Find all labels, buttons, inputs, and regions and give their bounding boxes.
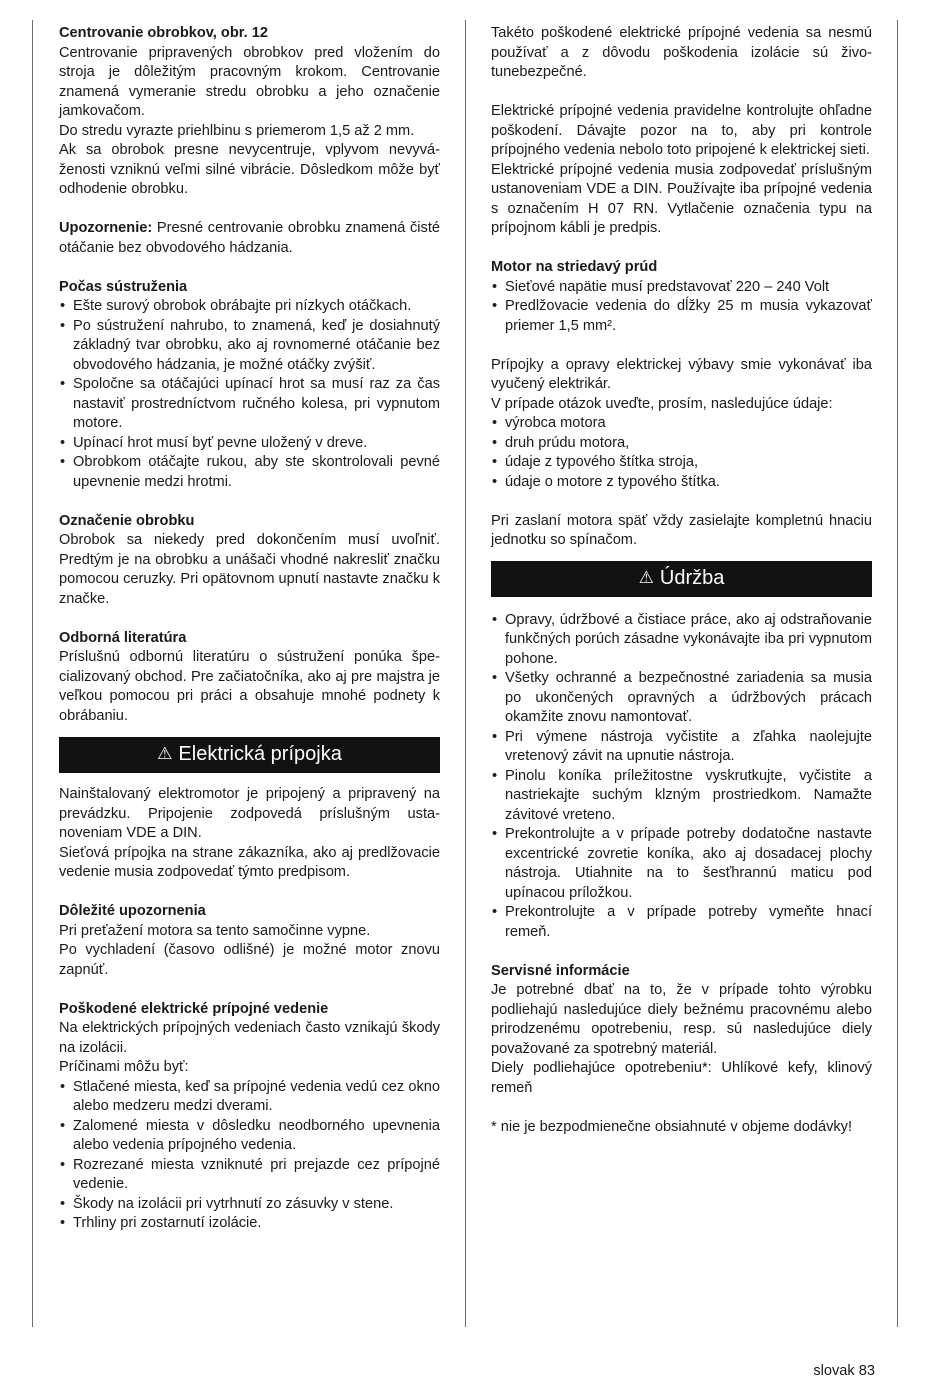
centering-note bbox=[59, 219, 440, 258]
list-item: • Pri výmene nástroja vyčistite a zľahka naolejujte vretenový závit na upnutie nástroja. bbox=[491, 728, 872, 767]
repairs-text: Prípojky a opravy elektrickej výbavy smie vykonávať iba vyučený elektrikár. bbox=[491, 356, 872, 392]
list-item: • Spoločne sa otáčajúci upínací hrot sa musí raz za čas nastaviť prostredníctvom ručného kolesa, pri vypnutom motore. bbox=[59, 375, 440, 434]
maintenance-list bbox=[491, 611, 872, 943]
list-item: • Obrobkom otáčajte rukou, aby ste skontrolovali pevné upevnenie medzi hrotmi. bbox=[59, 453, 440, 492]
damaged-heading: Poškodené elektrické prípojné vedenie bbox=[59, 1000, 329, 1017]
warning-triangle-icon: ⚠ bbox=[157, 744, 173, 764]
right-margin-rule bbox=[897, 20, 898, 1327]
repairs-text: V prípade otázok uveďte, prosím, nasledujúce údaje: bbox=[491, 395, 833, 412]
list-item: • Rozrezané miesta vzniknuté pri prejazde cez prípojné vedenie. bbox=[59, 1156, 440, 1195]
important-text: Pri preťažení motora sa tento samočinne vypne. bbox=[59, 922, 371, 939]
list-item: • druh prúdu motora, bbox=[491, 434, 872, 454]
list-item: • Prekontrolujte a v prípade potreby dodatočne nastavte excentrické zovretie koníka, ako aj dosadacej plochy nástroja. Utiahnite na to šesťhrannú maticu pod upínacou príložkou. bbox=[491, 825, 872, 903]
service-footnote: * nie je bezpodmienečne obsiahnuté v objeme dodávky! bbox=[491, 1118, 853, 1135]
list-item: • Pinolu koníka príležitostne vyskrutkujte, vyčistite a nastriekajte suchým klzným prostriedkom. Namažte závitové vreteno. bbox=[491, 767, 872, 826]
turning-list bbox=[59, 297, 440, 492]
damaged-text: Príčinami môžu byť: bbox=[59, 1059, 189, 1075]
motor-heading: Motor na striedavý prúd bbox=[491, 259, 658, 275]
right-column bbox=[491, 24, 872, 1137]
electric-intro-text: Nainštalovaný elektromotor je pripojený a pripravený na prevádzku. Pripojenie zodpovedá príslušným ustanoveniam VDE a DIN. bbox=[59, 786, 440, 841]
column-divider-rule bbox=[465, 20, 466, 1327]
list-item: • údaje o motore z typového štítka. bbox=[491, 473, 872, 493]
repairs-list bbox=[491, 414, 872, 492]
list-item: • Prekontrolujte a v prípade potreby vymeňte hnací remeň. bbox=[491, 903, 872, 942]
important-text: Po vychladení (časovo odlišné) je možné motor znovu zapnúť. bbox=[59, 942, 440, 978]
list-item: • výrobca motora bbox=[491, 414, 872, 434]
service-text: Diely podliehajúce opotrebeniu*: Uhlíkové kefy, klinový remeň bbox=[491, 1060, 872, 1096]
important-heading: Dôležité upozornenia bbox=[59, 903, 206, 919]
note-text: Presné centrovanie obrobku znamená čisté otáčanie bez obvodového hádzania. bbox=[59, 220, 440, 256]
checks-text: Elektrické prípojné vedenia pravidelne kontrolujte ohľadne poškodení. Dávajte pozor na to, aby pri kontrole prípojného vedenia nebolo toto pripojené k elektrickej sieti. bbox=[491, 103, 872, 158]
list-item: • Po sústružení nahrubo, to znamená, keď je dosiahnutý základný tvar obrobku, ako aj rovnomerné otáčanie bez obvodového hádzania, je možné otáčky zvýšiť. bbox=[59, 317, 440, 376]
centering-text: Do stredu vyrazte priehlbinu s priemerom 1,5 až 2 mm. bbox=[59, 122, 415, 139]
service-heading: Servisné informácie bbox=[491, 962, 630, 979]
literature-heading: Odborná literatúra bbox=[59, 629, 187, 646]
damaged-causes-list bbox=[59, 1078, 440, 1234]
left-column bbox=[59, 24, 440, 1234]
list-item: • Trhliny pri zostarnutí izolácie. bbox=[59, 1214, 440, 1234]
warning-triangle-icon: ⚠ bbox=[638, 567, 654, 587]
list-item: • Ešte surový obrobok obrábajte pri nízkych otáčkach. bbox=[59, 297, 440, 317]
motor-list bbox=[491, 278, 872, 337]
list-item: • Predlžovacie vedenia do dĺžky 25 m musia vykazovať priemer 1,5 mm². bbox=[491, 297, 872, 336]
electric-intro-text: Sieťová prípojka na strane zákazníka, ako aj predlžovacie vedenie musia zodpovedať týmto predpisom. bbox=[59, 844, 440, 880]
list-item: • Škody na izolácii pri vytrhnutí zo zásuvky v stene. bbox=[59, 1195, 440, 1215]
literature-text: Príslušnú odbornú literatúru o sústružení ponúka špecializovaný obchod. Pre začiatočníka, ako aj pre majstra je veľkou pomocou pri práci a obsahuje mnohé podnety k obrábaniu. bbox=[59, 649, 440, 724]
turning-heading: Počas sústruženia bbox=[59, 278, 188, 295]
maintenance-section-banner bbox=[491, 561, 872, 597]
electric-section-banner bbox=[59, 737, 440, 773]
service-text: Je potrebné dbať na to, že v prípade tohto výrobku podliehajú nasledujúce diely bežnému pracovnému alebo prirodzenému opotrebeniu, resp. sú nasledujúce diely považované za spotrebný materiál. bbox=[491, 982, 872, 1057]
list-item: • Stlačené miesta, keď sa prípojné vedenia vedú cez okno alebo medzeru medzi dverami. bbox=[59, 1078, 440, 1117]
list-item: • Všetky ochranné a bezpečnostné zariadenia sa musia po ukončených opravných a údržbových prácach okamžite znovu namontovať. bbox=[491, 669, 872, 728]
damaged-continuation-text: Takéto poškodené elektrické prípojné vedenia sa nesmú používať a z dôvodu poškodenia izolácie sú životunebezpečné. bbox=[491, 25, 872, 80]
list-item: • údaje z typového štítka stroja, bbox=[491, 453, 872, 473]
damaged-text: Na elektrických prípojných vedeniach často vznikajú škody na izolácii. bbox=[59, 1020, 440, 1056]
list-item: • Zalomené miesta v dôsledku neodborného upevnenia alebo vedenia prípojného vedenia. bbox=[59, 1117, 440, 1156]
left-margin-rule bbox=[32, 20, 33, 1327]
checks-text: Elektrické prípojné vedenia musia zodpovedať príslušným ustanoveniam VDE a DIN. Používajte iba prípojné vedenia s označením H 07 RN. Vytlačenie označenia typu na prípojnom kábli je predpis. bbox=[491, 161, 872, 236]
centering-text: Centrovanie pripravených obrobkov pred vložením do stroja je dôležitým pracovným krokom. Centrovanie znamená vymeranie stredu obrobku a jeho označenie jamkovačom. bbox=[59, 44, 440, 119]
marking-text: Obrobok sa niekedy pred dokončením musí uvoľniť. Predtým je na obrobku a unášači vhodné nakresliť značku pomocou ceruzky. Pri opätovnom upnutí nastavte značku k značke. bbox=[59, 532, 440, 607]
list-item: • Opravy, údržbové a čistiace práce, ako aj odstraňovanie funkčných porúch zásadne vykonávajte iba pri vypnutom pohone. bbox=[491, 611, 872, 670]
maintenance-section-title: Údržba bbox=[659, 566, 725, 589]
centering-text: Ak sa obrobok presne nevycentruje, vplyvom nevyváženosti vzniknú veľmi silné vibrácie. Dôsledkom môže byť odhodenie obrobku. bbox=[59, 142, 440, 197]
list-item: • Upínací hrot musí byť pevne uložený v dreve. bbox=[59, 434, 440, 454]
centering-heading: Centrovanie obrobkov, obr. 12 bbox=[59, 25, 268, 41]
electric-section-title: Elektrická prípojka bbox=[178, 743, 342, 766]
return-note-text: Pri zaslaní motora späť vždy zasielajte kompletnú hnaciu jednotku so spínačom. bbox=[491, 512, 872, 548]
note-label: Upozornenie: bbox=[59, 220, 153, 236]
list-item: • Sieťové napätie musí predstavovať 220 – 240 Volt bbox=[491, 278, 872, 298]
marking-heading: Označenie obrobku bbox=[59, 512, 195, 529]
page-footer: slovak 83 bbox=[813, 1363, 875, 1379]
